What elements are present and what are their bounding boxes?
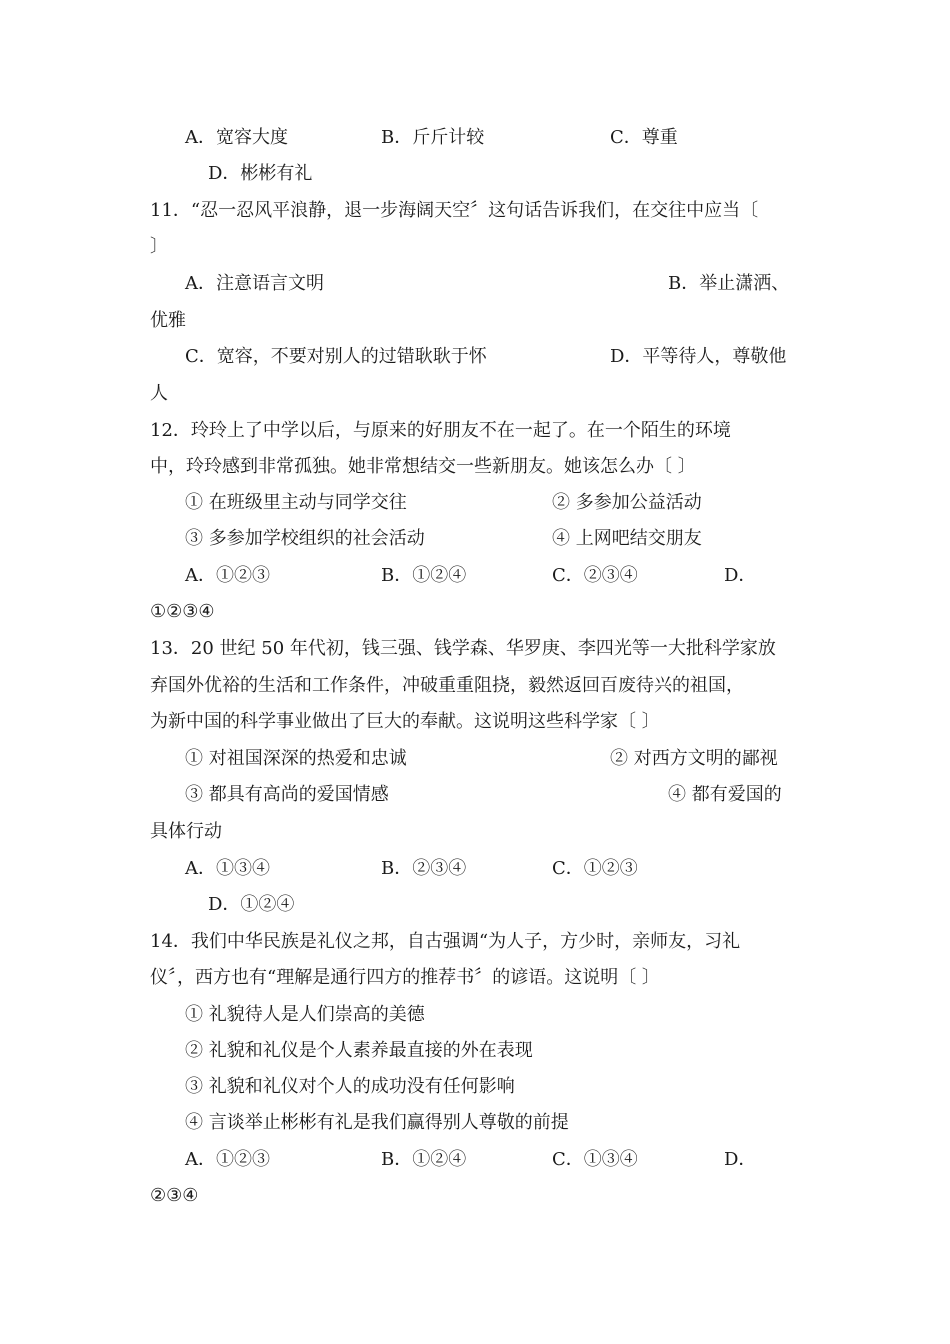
q13-option-a: A．①③④ [185,858,270,879]
q13-stem-line3: 为新中国的科学事业做出了巨大的奉献。这说明这些科学家〔 〕 [150,711,660,732]
q11-option-d-cont: 人 [150,383,168,404]
q12-stem-line2: 中，玲玲感到非常孤独。她非常想结交一些新朋友。她该怎么办〔 〕 [150,456,696,477]
q12-option-d: D． [724,565,757,586]
q12-stem-line1: 12．玲玲上了中学以后，与原来的好朋友不在一起了。在一个陌生的环境 [150,420,731,441]
q14-stem-line1: 14．我们中华民族是礼仪之邦，自古强调“为人子，方少时，亲师友，习礼 [150,931,741,952]
q12-option-a: A．①②③ [185,565,270,586]
q14-item-3: ③ 礼貌和礼仪对个人的成功没有任何影响 [185,1076,515,1097]
q14-item-4: ④ 言谈举止彬彬有礼是我们赢得别人尊敬的前提 [185,1112,569,1133]
q12-item-4: ④ 上网吧结交朋友 [552,528,702,549]
q11-option-d: D．平等待人，尊敬他 [610,346,787,367]
q13-stem-line1: 13．20 世纪 50 年代初，钱三强、钱学森、华罗庚、李四光等一大批科学家放 [150,638,776,659]
q14-stem-line2: 仪〞，西方也有“理解是通行四方的推荐书〞的谚语。这说明〔 〕 [150,967,660,988]
q10-option-d: D．彬彬有礼 [208,163,313,184]
q11-option-b: B．举止潇洒、 [668,273,790,294]
q11-option-c: C．宽容，不要对别人的过错耿耿于怀 [185,346,487,367]
q10-option-b: B．斤斤计较 [381,127,485,148]
q13-item-1: ① 对祖国深深的热爱和忠诚 [185,748,407,769]
q14-option-c: C．①③④ [552,1149,638,1170]
q14-item-2: ② 礼貌和礼仪是个人素养最直接的外在表现 [185,1040,533,1061]
q11-option-a: A．注意语言文明 [185,273,324,294]
q11-stem-line2: 〕 [150,236,168,257]
q11-stem-line1: 11．“忍一忍风平浪静，退一步海阔天空〞这句话告诉我们，在交往中应当〔 [150,200,759,221]
q12-item-2: ② 多参加公益活动 [552,492,702,513]
q12-item-3: ③ 多参加学校组织的社会活动 [185,528,425,549]
q12-option-c: C．②③④ [552,565,638,586]
q12-option-b: B．①②④ [381,565,467,586]
q10-option-c: C．尊重 [610,127,678,148]
q14-option-b: B．①②④ [381,1149,467,1170]
q13-item-4-cont: 具体行动 [150,821,222,842]
q14-option-d: D． [724,1149,757,1170]
q13-option-c: C．①②③ [552,858,638,879]
q11-option-b-cont: 优雅 [150,310,186,331]
q14-option-d-cont: ②③④ [150,1185,199,1206]
q12-option-d-cont: ①②③④ [150,601,215,622]
q13-item-4: ④ 都有爱国的 [668,784,782,805]
q10-option-a: A．宽容大度 [185,127,288,148]
q12-item-1: ① 在班级里主动与同学交往 [185,492,407,513]
q13-item-2: ② 对西方文明的鄙视 [610,748,778,769]
q13-option-d: D．①②④ [208,894,295,915]
q13-item-3: ③ 都具有高尚的爱国情感 [185,784,389,805]
q14-item-1: ① 礼貌待人是人们崇高的美德 [185,1004,425,1025]
q14-option-a: A．①②③ [185,1149,270,1170]
q13-option-b: B．②③④ [381,858,467,879]
q13-stem-line2: 弃国外优裕的生活和工作条件，冲破重重阻挠，毅然返回百废待兴的祖国， [150,675,744,696]
